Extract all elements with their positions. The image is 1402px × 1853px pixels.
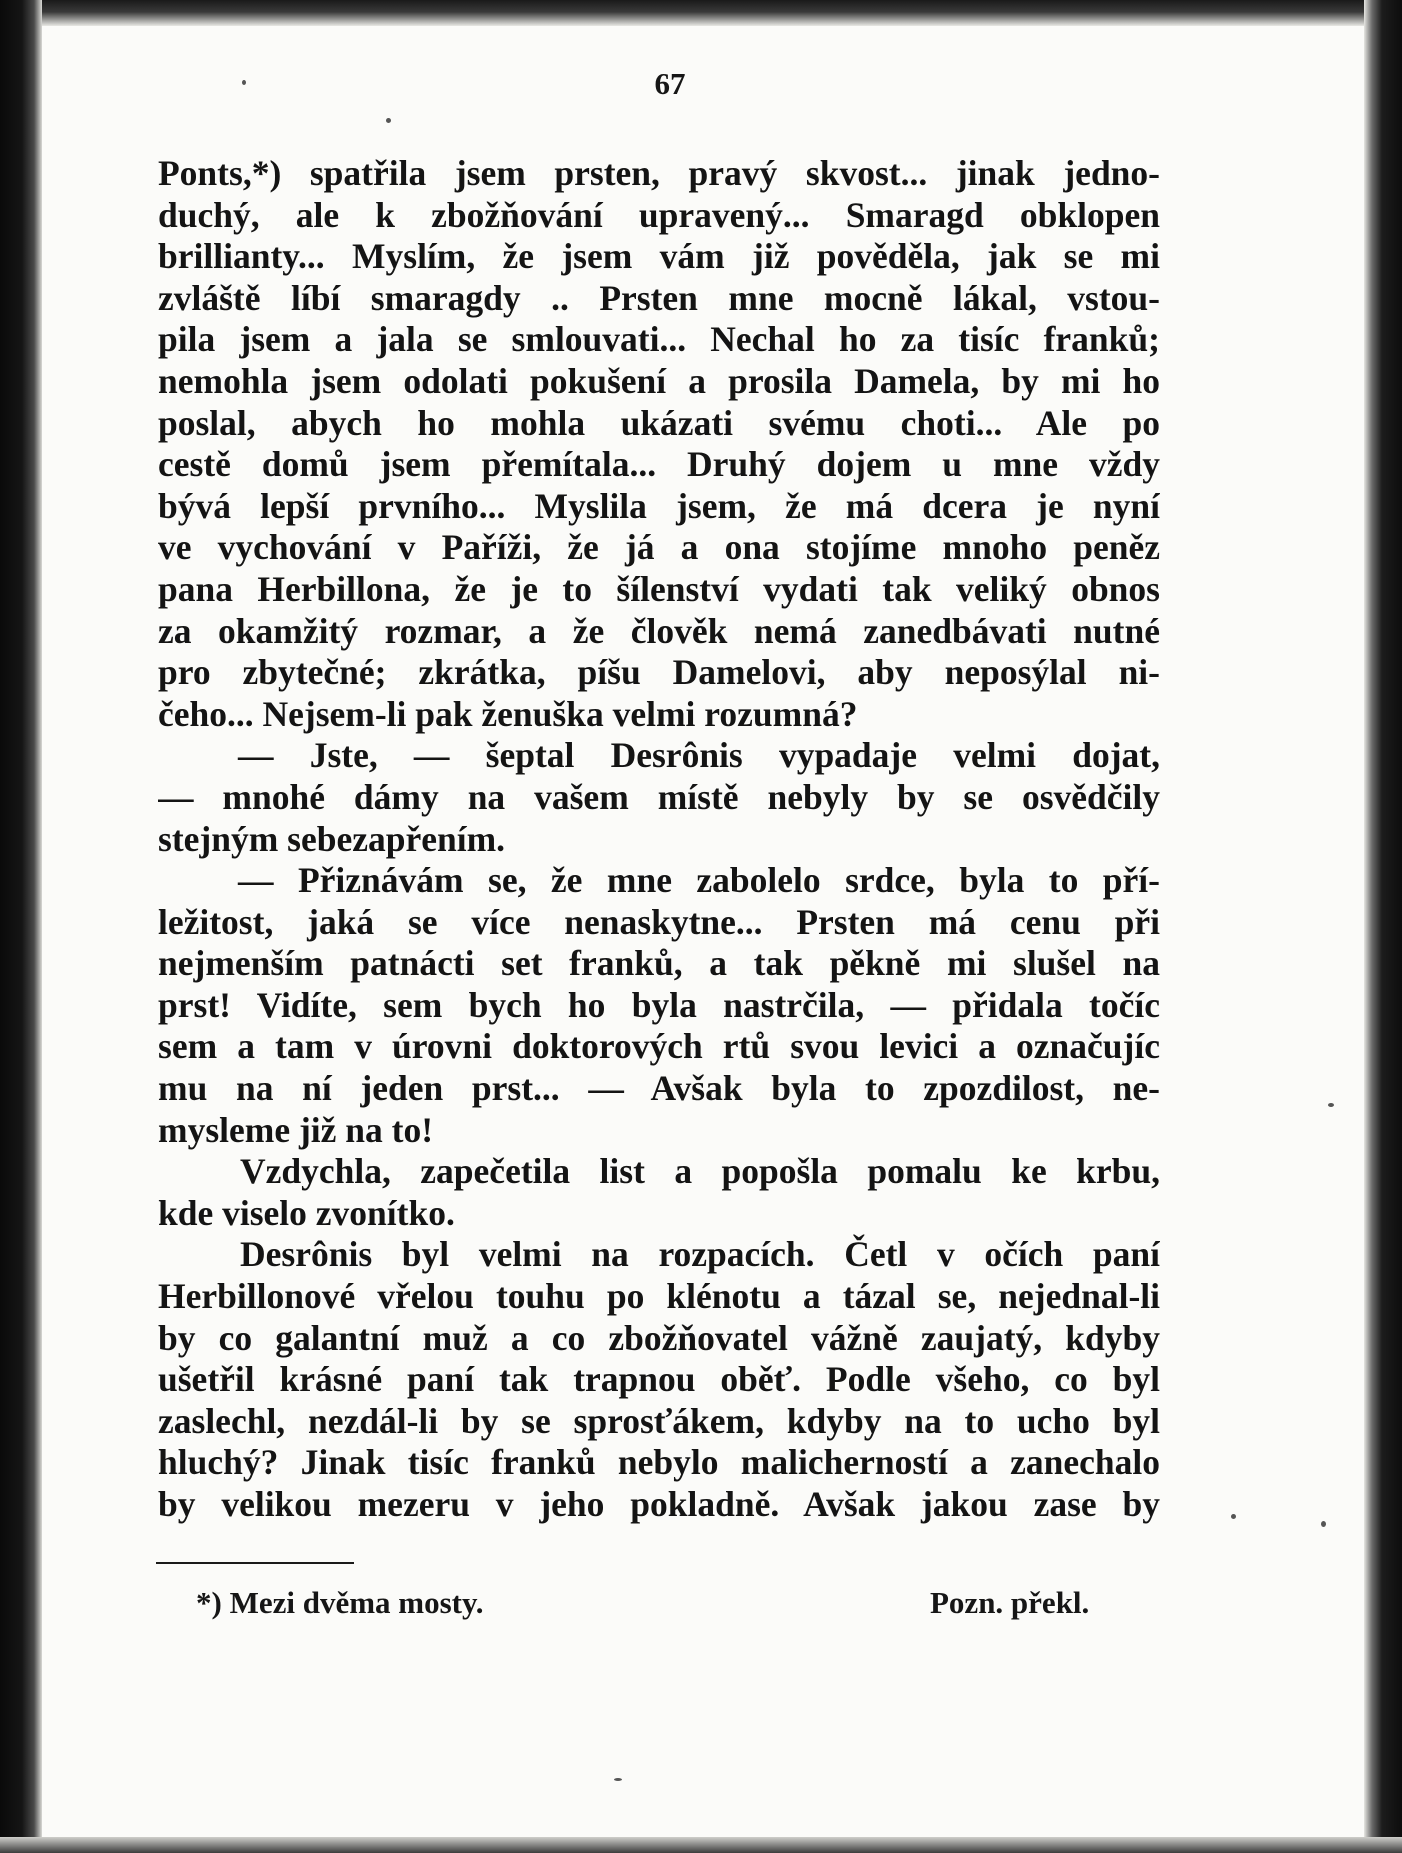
translator-note: Pozn. překl.: [930, 1585, 1090, 1620]
scan-edge-left: [0, 0, 42, 1853]
text-line: Ponts,*) spatřila jsem prsten, pravý skvost... jinak jedno-: [158, 153, 1160, 193]
text-line: — mnohé dámy na vašem místě nebyly by se osvědčily: [158, 776, 1160, 817]
text-line: cestě domů jsem přemítala... Druhý dojem u mne vždy: [158, 444, 1160, 485]
text-line: stejným sebezapřením.: [158, 818, 506, 859]
scan-edge-bottom: [0, 1837, 1402, 1853]
text-line: bývá lepší prvního... Myslila jsem, že má dcera je nyní: [158, 485, 1160, 526]
text-line: Herbillonové vřelou touhu po klénotu a tázal se, nejednal-li: [158, 1276, 1160, 1317]
dust-speck: [614, 1778, 622, 1781]
text-line: kde viselo zvonítko.: [158, 1192, 455, 1233]
text-line: Desrônis byl velmi na rozpacích. Četl v očích paní: [240, 1234, 1160, 1275]
text-line: poslal, abych ho mohla ukázati svému choti... Ale po: [158, 402, 1160, 443]
dust-speck: [242, 80, 246, 85]
page-number: 67: [654, 66, 686, 101]
text-line: by co galantní muž a co zbožňovatel vážně zaujatý, kdyby: [158, 1317, 1160, 1358]
dust-speck: [1328, 1103, 1334, 1107]
text-line: brillianty... Myslím, že jsem vám již pověděla, jak se mi: [158, 236, 1160, 277]
text-line: ve vychování v Paříži, že já a ona stojíme mnoho peněz: [158, 527, 1160, 568]
text-line: duchý, ale k zbožňování upravený... Smaragd obklopen: [158, 194, 1160, 235]
footnote-divider: [156, 1562, 354, 1564]
dust-speck: [1321, 1521, 1326, 1527]
text-line: pro zbytečné; zkrátka, píšu Damelovi, aby neposýlal ni-: [158, 652, 1160, 693]
scan-edge-top: [0, 0, 1402, 26]
footnote-text: *) Mezi dvěma mosty.: [196, 1585, 484, 1620]
text-line: hluchý? Jinak tisíc franků nebylo malicherností a zanechalo: [158, 1442, 1160, 1483]
body-text: [158, 153, 1160, 1526]
text-line: mysleme již na to!: [158, 1109, 434, 1150]
scan-edge-right: [1364, 0, 1402, 1853]
text-line: zaslechl, nezdál-li by se sprosťákem, kdyby na to ucho byl: [158, 1400, 1160, 1441]
text-line: ušetřil krásné paní tak trapnou oběť. Podle všeho, co byl: [158, 1359, 1160, 1400]
text-line: by velikou mezeru v jeho pokladně. Avšak jakou zase by: [158, 1484, 1160, 1524]
text-line: Vzdychla, zapečetila list a popošla pomalu ke krbu,: [240, 1151, 1160, 1192]
text-line: prst! Vidíte, sem bych ho byla nastrčila, — přidala točíc: [158, 984, 1160, 1025]
text-line: čeho... Nejsem-li pak ženuška velmi rozumná?: [158, 693, 858, 734]
text-line: — Jste, — šeptal Desrônis vypadaje velmi dojat,: [238, 735, 1160, 776]
text-line: nemohla jsem odolati pokušení a prosila Damela, by mi ho: [158, 360, 1160, 401]
text-line: zvláště líbí smaragdy .. Prsten mne mocně lákal, vstou-: [158, 277, 1160, 318]
text-line: pana Herbillona, že je to šílenství vydati tak veliký obnos: [158, 568, 1160, 609]
text-line: — Přiznávám se, že mne zabolelo srdce, byla to pří-: [238, 860, 1160, 901]
text-line: sem a tam v úrovni doktorových rtů svou levici a označujíc: [158, 1026, 1160, 1067]
text-line: za okamžitý rozmar, a že člověk nemá zanedbávati nutné: [158, 610, 1160, 651]
text-line: ležitost, jaká se více nenaskytne... Prsten má cenu při: [158, 901, 1160, 942]
dust-speck: [386, 118, 391, 123]
text-line: nejmenším patnácti set franků, a tak pěkně mi slušel na: [158, 943, 1160, 984]
dust-speck: [1231, 1514, 1236, 1519]
text-line: pila jsem a jala se smlouvati... Nechal ho za tisíc franků;: [158, 319, 1160, 360]
text-line: mu na ní jeden prst... — Avšak byla to zpozdilost, ne-: [158, 1068, 1160, 1109]
